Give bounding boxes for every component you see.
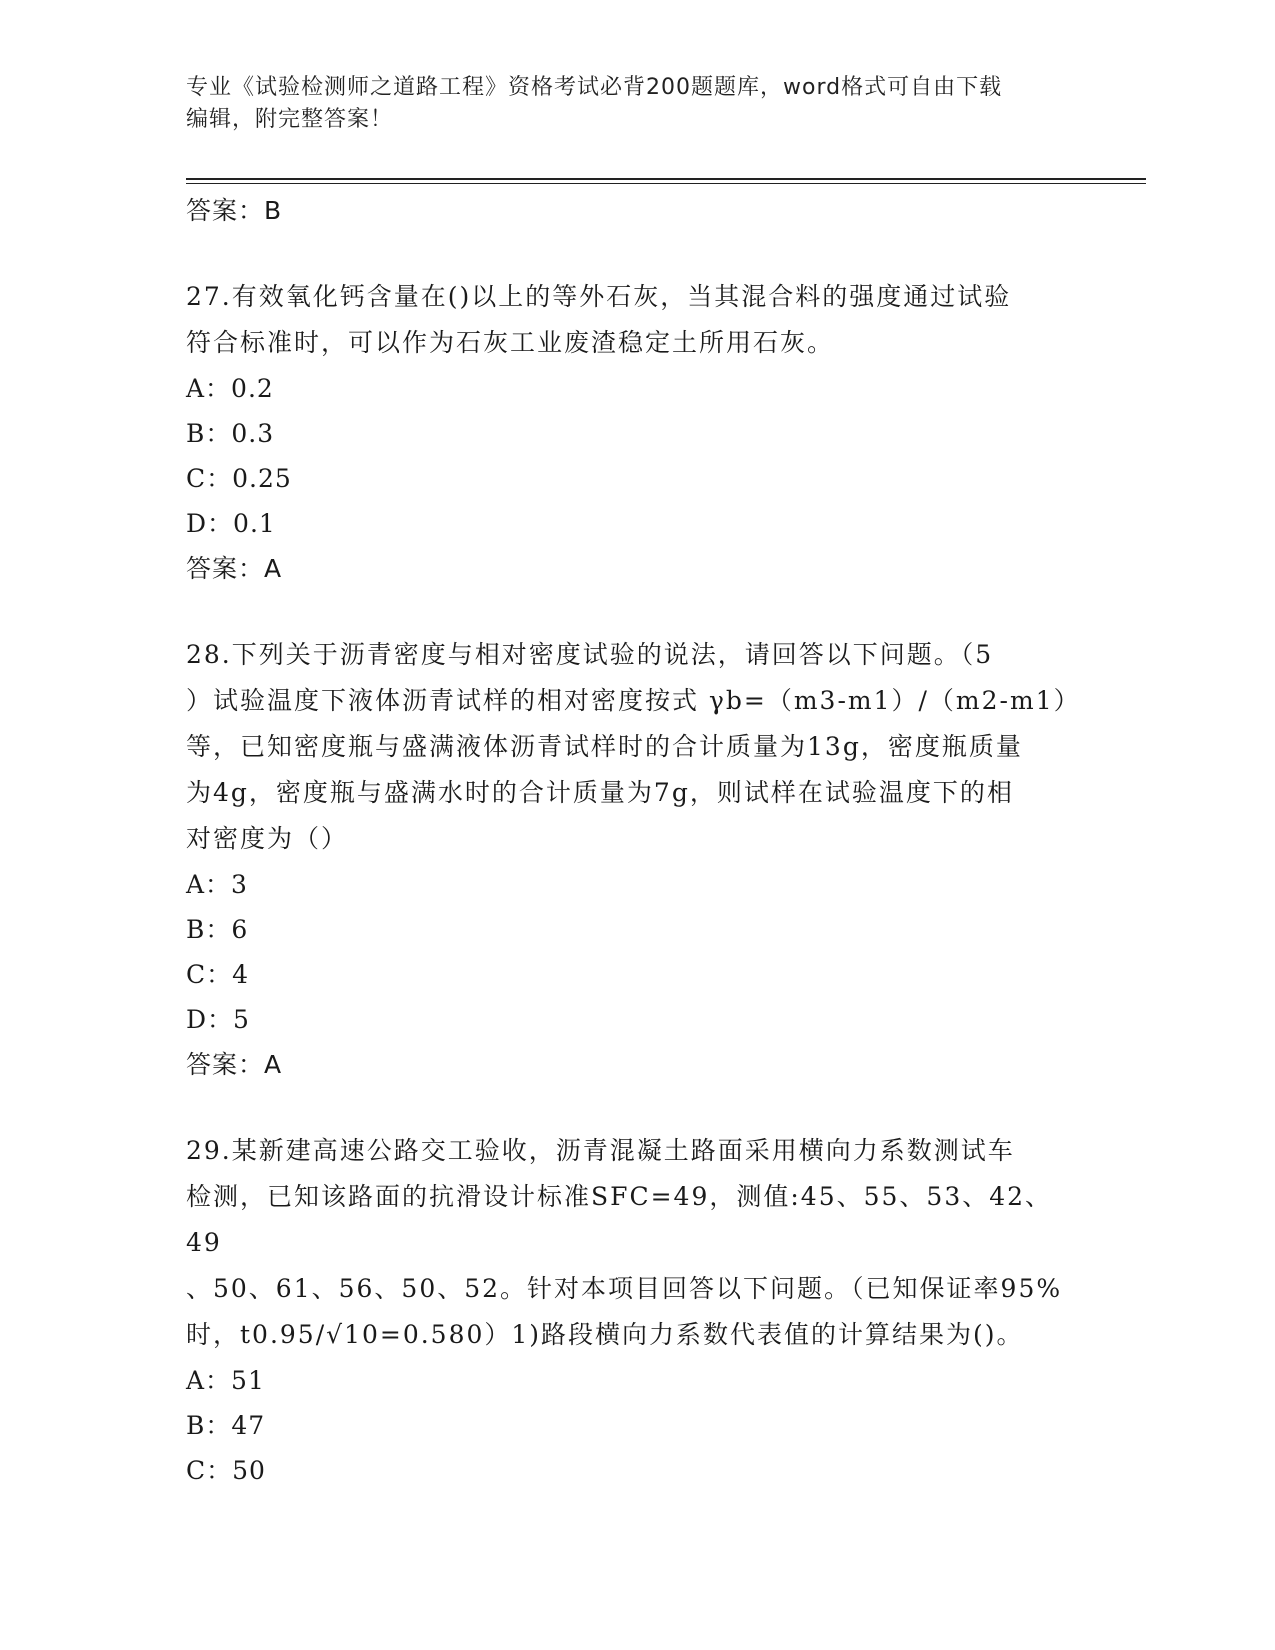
header-rule-thick <box>186 178 1146 180</box>
option-b: B：6 <box>186 915 249 944</box>
previous-answer: 答案：B <box>186 196 283 225</box>
option-c: C：0.25 <box>186 464 292 493</box>
option-a: A：3 <box>186 870 248 899</box>
question-29 <box>186 1128 1086 1493</box>
question-text-line: 符合标准时，可以作为石灰工业废渣稳定土所用石灰。 <box>186 328 835 357</box>
option-b: B：0.3 <box>186 419 275 448</box>
answer-line: 答案：A <box>186 1050 283 1079</box>
option-a: A：51 <box>186 1366 265 1395</box>
question-text-line: 28.下列关于沥青密度与相对密度试验的说法，请回答以下问题。（5 <box>186 640 994 669</box>
option-c: C：4 <box>186 960 250 989</box>
question-text-line: 对密度为（） <box>186 824 349 853</box>
question-text-line: ）试验温度下液体沥青试样的相对密度按式 γb=（m3-m1）/（m2-m1） <box>186 686 1081 715</box>
page-content <box>186 188 1086 1493</box>
question-27 <box>186 274 1086 592</box>
header-line-2: 编辑，附完整答案！ <box>186 107 394 132</box>
option-d: D：0.1 <box>186 509 276 538</box>
question-text-line: 为4g，密度瓶与盛满水时的合计质量为7g，则试样在试验温度下的相 <box>186 778 1014 807</box>
question-text-line: 时，t0.95/√10=0.580）1)路段横向力系数代表值的计算结果为()。 <box>186 1320 1024 1349</box>
header-rule-thin <box>186 183 1146 184</box>
answer-line: 答案：A <box>186 554 283 583</box>
question-text-line: 27.有效氧化钙含量在()以上的等外石灰，当其混合料的强度通过试验 <box>186 282 1012 311</box>
question-text-line: 等，已知密度瓶与盛满液体沥青试样时的合计质量为13g，密度瓶质量 <box>186 732 1023 761</box>
page-header <box>186 72 1066 136</box>
header-line-1: 专业《试验检测师之道路工程》资格考试必背200题题库，word格式可自由下载 <box>186 75 1003 100</box>
question-text-line: 29.某新建高速公路交工验收，沥青混凝土路面采用横向力系数测试车 <box>186 1136 1015 1165</box>
option-a: A：0.2 <box>186 374 274 403</box>
option-c: C：50 <box>186 1456 266 1485</box>
option-b: B：47 <box>186 1411 266 1440</box>
question-text-line: 、50、61、56、50、52。针对本项目回答以下问题。（已知保证率95% <box>186 1274 1063 1303</box>
question-text-line: 检测，已知该路面的抗滑设计标准SFC=49，测值:45、55、53、42、49 <box>186 1182 1053 1257</box>
question-28 <box>186 632 1086 1088</box>
option-d: D：5 <box>186 1005 250 1034</box>
